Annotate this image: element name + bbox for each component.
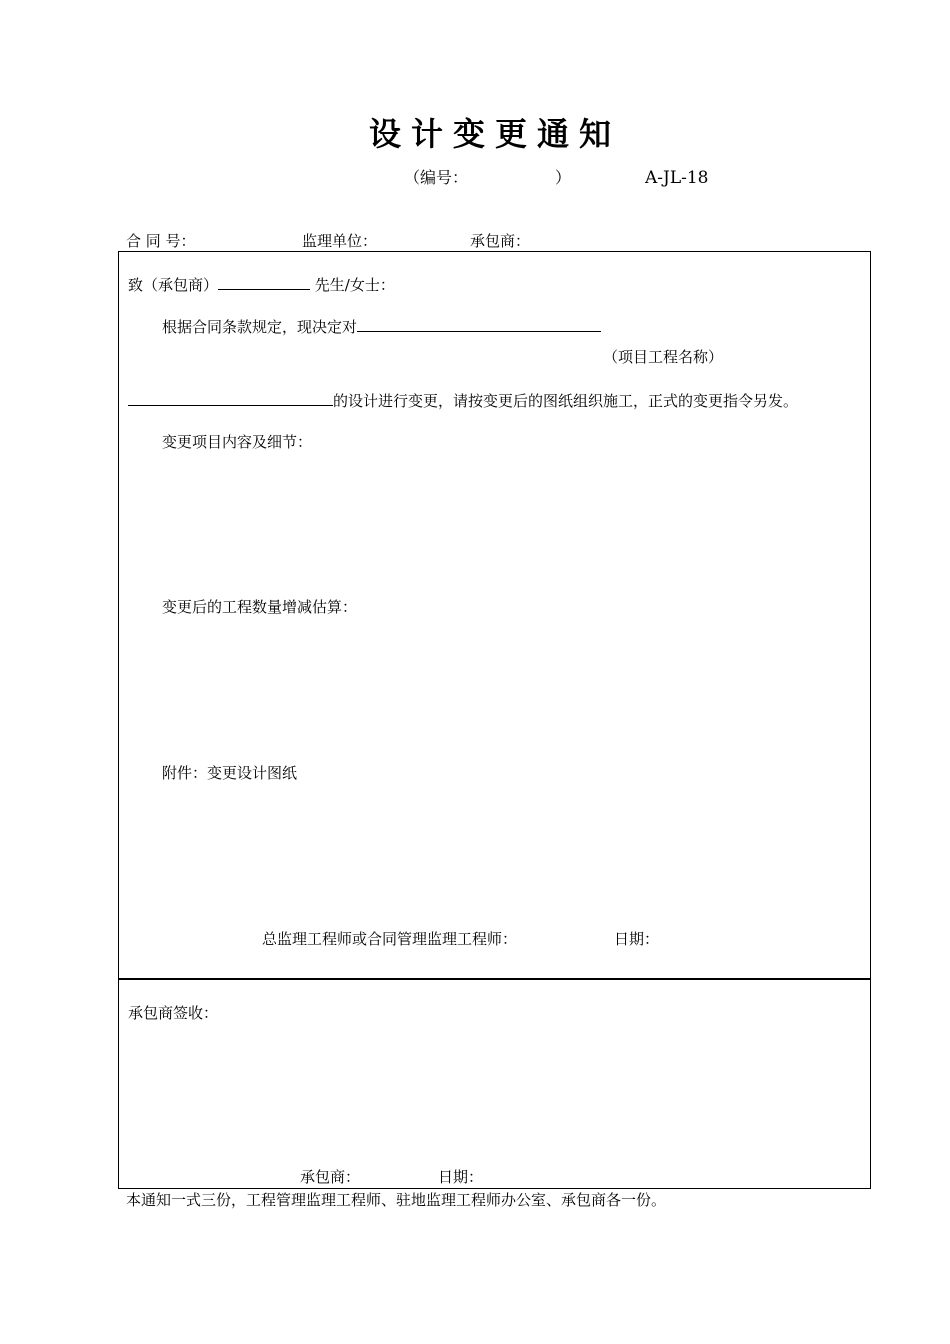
- change-text: 的设计进行变更，请按变更后的图纸组织施工，正式的变更指令另发。: [333, 392, 799, 410]
- details-label: 变更项目内容及细节：: [162, 433, 313, 451]
- clause-text: 根据合同条款规定，现决定对: [162, 318, 358, 336]
- contractor-label: 承包商：: [470, 232, 531, 250]
- number-close: ）: [555, 168, 572, 187]
- receipt-contractor-label: 承包商：: [300, 1168, 361, 1186]
- project-name-blank: [357, 319, 601, 332]
- document-code: A-JL-18: [645, 168, 709, 188]
- project-name-hint: （项目工程名称）: [603, 348, 724, 366]
- document-title: 设计变更通知: [368, 115, 621, 153]
- quantity-label: 变更后的工程数量增减估算：: [162, 598, 358, 616]
- engineer-date-label: 日期：: [614, 930, 660, 948]
- to-suffix: 先生/女士：: [314, 276, 395, 294]
- receipt-box: [118, 978, 871, 1189]
- attachment-label: 附件：变更设计图纸: [162, 764, 298, 782]
- receipt-sign-label: 承包商签收：: [128, 1004, 219, 1022]
- to-line: [128, 277, 395, 293]
- footer-note: 本通知一式三份，工程管理监理工程师、驻地监理工程师办公室、承包商各一份。: [126, 1191, 667, 1209]
- to-prefix: 致（承包商）: [128, 276, 219, 294]
- supervisor-unit-label: 监理单位：: [302, 232, 378, 250]
- number-label: （编号：: [404, 168, 469, 187]
- contract-no-label: 合 同 号：: [126, 232, 196, 250]
- contractor-name-blank: [218, 277, 310, 290]
- clause-line: [162, 319, 601, 335]
- receipt-date-label: 日期：: [438, 1168, 484, 1186]
- change-item-blank: [128, 393, 333, 406]
- engineer-label: 总监理工程师或合同管理监理工程师：: [262, 930, 518, 948]
- change-line: [128, 393, 798, 409]
